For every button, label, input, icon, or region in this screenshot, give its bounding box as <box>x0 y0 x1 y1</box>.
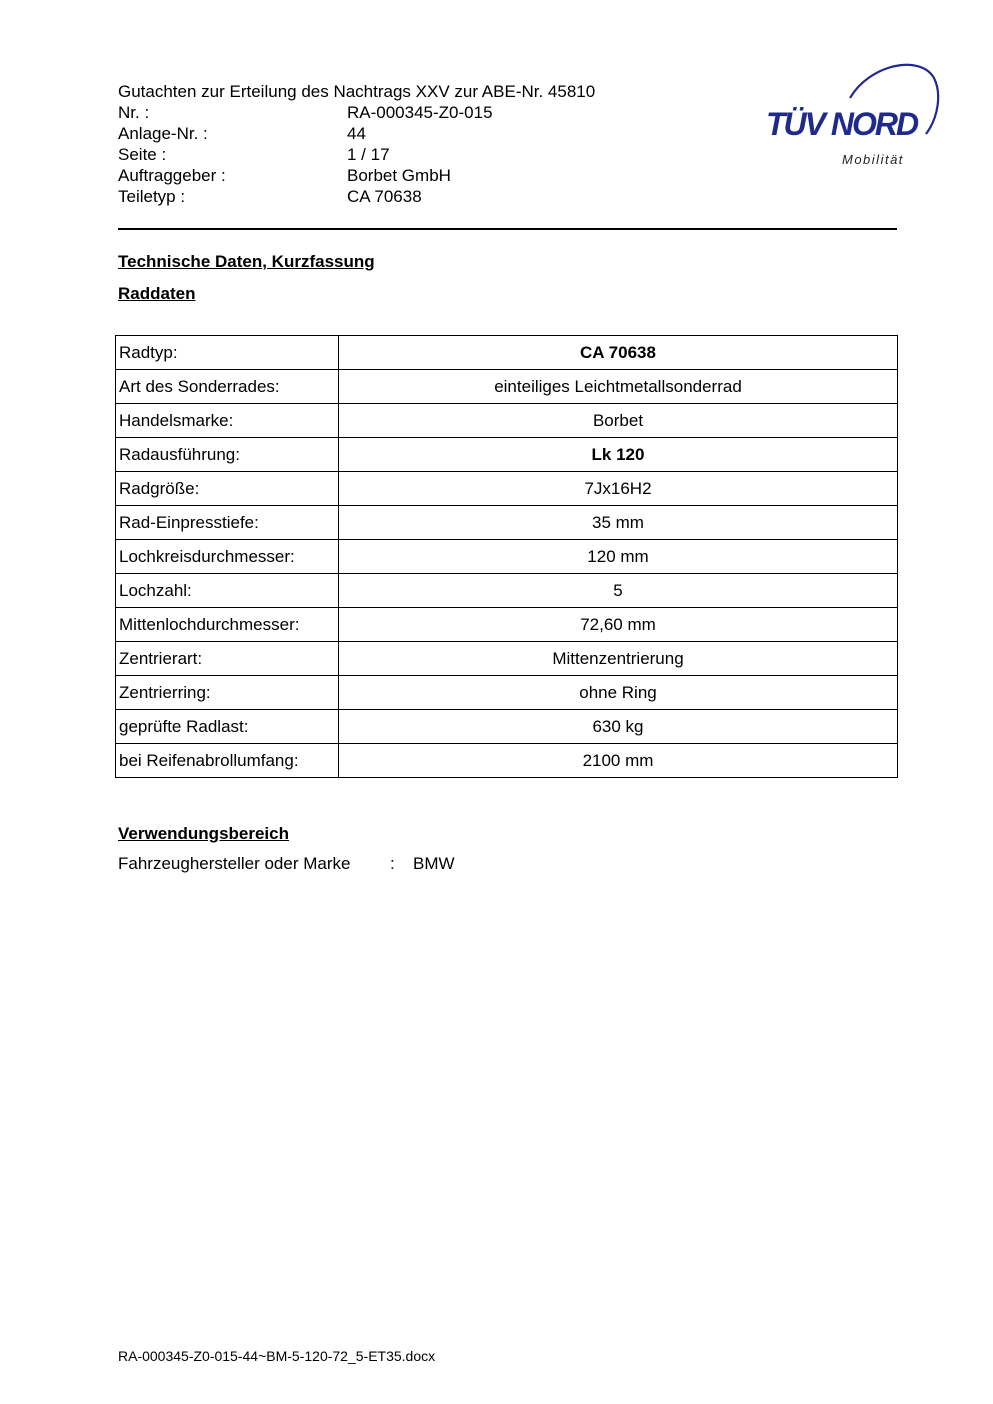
header-row-teiletyp <box>118 186 678 207</box>
table-label: Radgröße: <box>116 472 339 506</box>
table-row <box>116 540 898 574</box>
header-label: Anlage-Nr. : <box>118 124 208 143</box>
usage-title: Verwendungsbereich <box>118 824 289 843</box>
logo-brand: TÜV NORD <box>766 106 918 142</box>
table-row <box>116 506 898 540</box>
table-value: Mittenzentrierung <box>339 642 898 676</box>
table-value: 7Jx16H2 <box>339 472 898 506</box>
header-value: RA-000345-Z0-015 <box>347 103 493 122</box>
table-value: 630 kg <box>339 710 898 744</box>
table-row <box>116 710 898 744</box>
header-row-auftraggeber <box>118 165 678 186</box>
table-row <box>116 438 898 472</box>
document-header <box>118 81 678 207</box>
table-value: 5 <box>339 574 898 608</box>
header-row-nr <box>118 102 678 123</box>
table-value: 2100 mm <box>339 744 898 778</box>
logo-subtitle: Mobilität <box>842 152 904 167</box>
table-label: Zentrierart: <box>116 642 339 676</box>
header-divider <box>118 228 897 230</box>
table-row <box>116 676 898 710</box>
table-label: Rad-Einpresstiefe: <box>116 506 339 540</box>
table-value: 72,60 mm <box>339 608 898 642</box>
table-label: Handelsmarke: <box>116 404 339 438</box>
table-row <box>116 608 898 642</box>
footer-filename: RA-000345-Z0-015-44~BM-5-120-72_5-ET35.docx <box>118 1348 436 1364</box>
header-label: Nr. : <box>118 103 150 122</box>
table-value: Borbet <box>339 404 898 438</box>
table-label: geprüfte Radlast: <box>116 710 339 744</box>
subsection-title: Raddaten <box>118 284 196 303</box>
header-row-anlage <box>118 123 678 144</box>
header-value: 44 <box>347 124 366 143</box>
usage-row <box>118 854 455 874</box>
table-label: Art des Sonderrades: <box>116 370 339 404</box>
usage-value: BMW <box>413 854 455 873</box>
table-value: 35 mm <box>339 506 898 540</box>
header-value: Borbet GmbH <box>347 166 451 185</box>
table-row <box>116 472 898 506</box>
header-value: CA 70638 <box>347 187 422 206</box>
header-label: Auftraggeber : <box>118 166 226 185</box>
header-value: 1 / 17 <box>347 145 390 164</box>
table-label: Radtyp: <box>116 336 339 370</box>
header-title: Gutachten zur Erteilung des Nachtrags XXV zur ABE-Nr. 45810 <box>118 82 596 101</box>
table-value: Lk 120 <box>339 438 898 472</box>
table-label: bei Reifenabrollumfang: <box>116 744 339 778</box>
table-row <box>116 744 898 778</box>
table-value: einteiliges Leichtmetallsonderrad <box>339 370 898 404</box>
table-row <box>116 370 898 404</box>
usage-label: Fahrzeughersteller oder Marke <box>118 854 351 873</box>
table-value: CA 70638 <box>339 336 898 370</box>
table-label: Zentrierring: <box>116 676 339 710</box>
section-title: Technische Daten, Kurzfassung <box>118 252 375 271</box>
wheel-data-table <box>115 335 898 778</box>
table-label: Mittenlochdurchmesser: <box>116 608 339 642</box>
table-row <box>116 642 898 676</box>
table-value: 120 mm <box>339 540 898 574</box>
header-label: Seite : <box>118 145 167 164</box>
header-label: Teiletyp : <box>118 187 186 206</box>
table-value: ohne Ring <box>339 676 898 710</box>
table-row <box>116 336 898 370</box>
usage-separator: : <box>390 854 395 873</box>
tuv-nord-logo <box>760 56 945 176</box>
table-label: Lochkreisdurchmesser: <box>116 540 339 574</box>
header-row-seite <box>118 144 678 165</box>
table-label: Radausführung: <box>116 438 339 472</box>
table-row <box>116 404 898 438</box>
table-label: Lochzahl: <box>116 574 339 608</box>
table-row <box>116 574 898 608</box>
